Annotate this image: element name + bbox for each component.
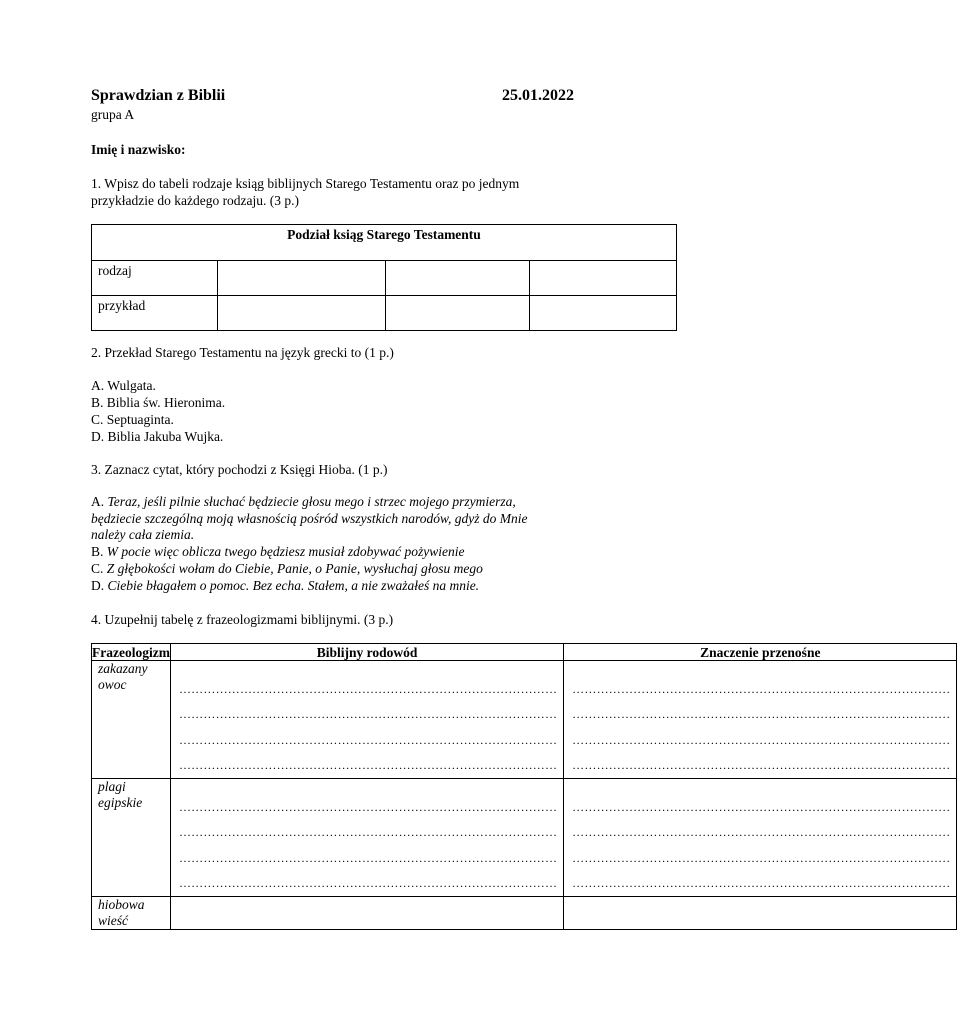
- dotted-line: …………………………………………………………………………………: [178, 758, 558, 772]
- q3-a-line-1: Teraz, jeśli pilnie słuchać będziecie głosu mego i strzec mojego przymierza,: [107, 494, 516, 509]
- answer-cell[interactable]: [385, 261, 530, 296]
- q3-d-prefix: D.: [91, 578, 108, 593]
- origin-cell[interactable]: [170, 897, 563, 930]
- row-label-przyklad: przykład: [92, 296, 218, 331]
- q3-c-text: Z głębokości wołam do Ciebie, Panie, o Panie, wysłuchaj głosu mego: [106, 561, 483, 576]
- dotted-line: …………………………………………………………………………………: [178, 799, 558, 814]
- row-label-rodzaj: rodzaj: [92, 261, 218, 296]
- phrase-plagi-egipskie: plagi egipskie: [92, 779, 171, 897]
- dotted-line: …………………………………………………………………………………: [572, 681, 951, 696]
- page-title: Sprawdzian z Biblii: [91, 87, 226, 104]
- dotted-line: …………………………………………………………………………………: [178, 681, 558, 696]
- q1-line-1: 1. Wpisz do tabeli rodzaje ksiąg biblijnych Starego Testamentu oraz po jednym: [91, 176, 520, 191]
- dotted-line: …………………………………………………………………………………: [572, 850, 951, 865]
- meaning-cell[interactable]: [564, 661, 957, 779]
- q2-option-d: D. Biblia Jakuba Wujka.: [91, 429, 224, 444]
- dotted-line: …………………………………………………………………………………: [178, 707, 558, 721]
- answer-cell[interactable]: [217, 296, 385, 331]
- dotted-line: …………………………………………………………………………………: [572, 732, 951, 747]
- q3-option-c: [91, 560, 483, 577]
- dotted-line: …………………………………………………………………………………: [572, 799, 951, 814]
- test-date: 25.01.2022: [502, 87, 574, 104]
- phrase-zakazany-owoc: zakazany owoc: [92, 661, 171, 779]
- dotted-line: …………………………………………………………………………………: [178, 850, 558, 865]
- q3-b-prefix: B.: [91, 544, 107, 559]
- ot-table-title: Podział ksiąg Starego Testamentu: [92, 225, 677, 261]
- q3-a-line-3: należy cała ziemia.: [91, 527, 195, 542]
- dotted-line: …………………………………………………………………………………: [572, 825, 951, 839]
- q1-line-2: przykładzie do każdego rodzaju. (3 p.): [91, 193, 300, 208]
- q2-option-b: B. Biblia św. Hieronima.: [91, 395, 226, 410]
- answer-cell[interactable]: [530, 261, 677, 296]
- phrase-hiobowa-wiesc: hiobowa wieść: [92, 897, 171, 930]
- ot-books-table: [91, 224, 677, 331]
- header-znaczenie: Znaczenie przenośne: [564, 644, 957, 661]
- q2-option-a: A. Wulgata.: [91, 378, 156, 393]
- phraseology-table: [91, 643, 957, 930]
- dotted-line: …………………………………………………………………………………: [572, 876, 951, 890]
- dotted-line: …………………………………………………………………………………: [572, 758, 951, 772]
- q2-option-c: C. Septuaginta.: [91, 412, 174, 427]
- q3-option-d: [91, 577, 479, 594]
- meaning-cell[interactable]: [564, 897, 957, 930]
- header-rodowod: Biblijny rodowód: [170, 644, 563, 661]
- name-label: Imię i nazwisko:: [91, 142, 186, 157]
- q2-question: 2. Przekład Starego Testamentu na język grecki to (1 p.): [91, 345, 394, 360]
- origin-cell[interactable]: [170, 661, 563, 779]
- q3-b-text: W pocie więc oblicza twego będziesz musiał zdobywać pożywienie: [106, 544, 465, 559]
- answer-cell[interactable]: [530, 296, 677, 331]
- dotted-line: …………………………………………………………………………………: [572, 707, 951, 721]
- q4-question: 4. Uzupełnij tabelę z frazeologizmami biblijnymi. (3 p.): [91, 612, 394, 627]
- group-label: grupa A: [91, 107, 135, 122]
- q3-c-prefix: C.: [91, 561, 107, 576]
- q3-option-b: [91, 543, 464, 560]
- dotted-line: …………………………………………………………………………………: [178, 825, 558, 839]
- origin-cell[interactable]: [170, 779, 563, 897]
- q3-question: 3. Zaznacz cytat, który pochodzi z Księgi Hioba. (1 p.): [91, 462, 388, 477]
- dotted-line: …………………………………………………………………………………: [178, 732, 558, 747]
- q3-a-prefix: A.: [91, 494, 108, 509]
- meaning-cell[interactable]: [564, 779, 957, 897]
- q3-option-a: [91, 493, 516, 510]
- dotted-line: …………………………………………………………………………………: [178, 876, 558, 890]
- q3-a-line-2: będziecie szczególną moją własnością pośród wszystkich narodów, gdyż do Mnie: [91, 511, 528, 526]
- answer-cell[interactable]: [385, 296, 530, 331]
- q3-d-text: Ciebie błagałem o pomoc. Bez echa. Stałem, a nie zważałeś na mnie.: [107, 578, 480, 593]
- header-frazeologizm: Frazeologizm: [92, 644, 170, 660]
- answer-cell[interactable]: [217, 261, 385, 296]
